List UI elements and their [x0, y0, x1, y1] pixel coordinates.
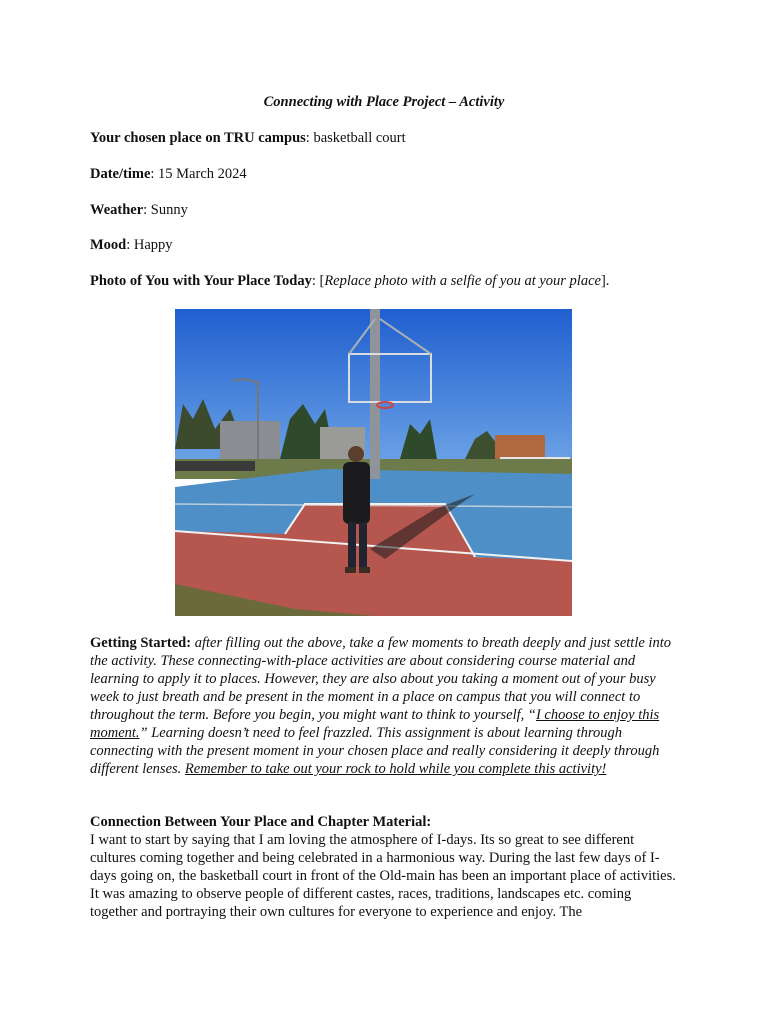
place-label: Your chosen place on TRU campus — [90, 130, 306, 146]
mood-value: : Happy — [126, 237, 173, 253]
place-field — [90, 130, 406, 147]
date-value: : 15 March 2024 — [150, 166, 247, 182]
getting-started-text-1: after filling out the above, take a few moments to breath deeply and just settle into the activity. These connecting-with-place activities are about considering course material and learning to apply it to places. However, they are also about you taking a moment out of your busy week to just breath and be present in the moment in a place on campus that you will connect to throughout the term. Before you begin, you might want to think to yourself, “ — [90, 635, 671, 723]
getting-started-text-2: ” Learning doesn’t need to feel frazzled. This assignment is about learning through connecting with the present moment in your chosen place and really considering it deeply through different lenses. — [90, 725, 660, 777]
place-value: : basketball court — [305, 130, 406, 146]
weather-value: : Sunny — [143, 202, 188, 218]
connection-section — [90, 813, 682, 921]
date-label: Date/time — [90, 166, 151, 182]
photo-end: ]. — [600, 273, 610, 289]
weather-field — [90, 202, 188, 219]
getting-started-underline-1: I choose to enjoy this moment. — [90, 707, 660, 741]
mood-field — [90, 237, 173, 254]
mood-label: Mood — [90, 237, 127, 253]
connection-text: I want to start by saying that I am loving the atmosphere of I-days. Its so great to see different cultures coming together and being celebrated in a harmonious way. During the last few days of I-days going on, the basketball court in front of the Old-main has been an important place of activities. It was amazing to observe people of different castes, races, traditions, landscapes etc. coming together and portraying their own cultures for everyone to experience and enjoy. The — [90, 832, 676, 920]
getting-started-label: Getting Started: — [90, 635, 192, 651]
photo-colon: : [ — [311, 273, 325, 289]
photo-field — [90, 273, 609, 290]
weather-label: Weather — [90, 202, 144, 218]
photo-instruction: Replace photo with a selfie of you at your place — [324, 273, 601, 289]
document-title: Connecting with Place Project – Activity — [263, 94, 505, 110]
date-field — [90, 166, 247, 183]
getting-started-paragraph — [90, 634, 682, 778]
connection-heading: Connection Between Your Place and Chapter Material: — [90, 814, 432, 830]
getting-started-underline-2: Remember to take out your rock to hold while you complete this activity! — [184, 761, 607, 777]
photo-label: Photo of You with Your Place Today — [90, 273, 312, 289]
basketball-court-photo — [175, 309, 572, 616]
